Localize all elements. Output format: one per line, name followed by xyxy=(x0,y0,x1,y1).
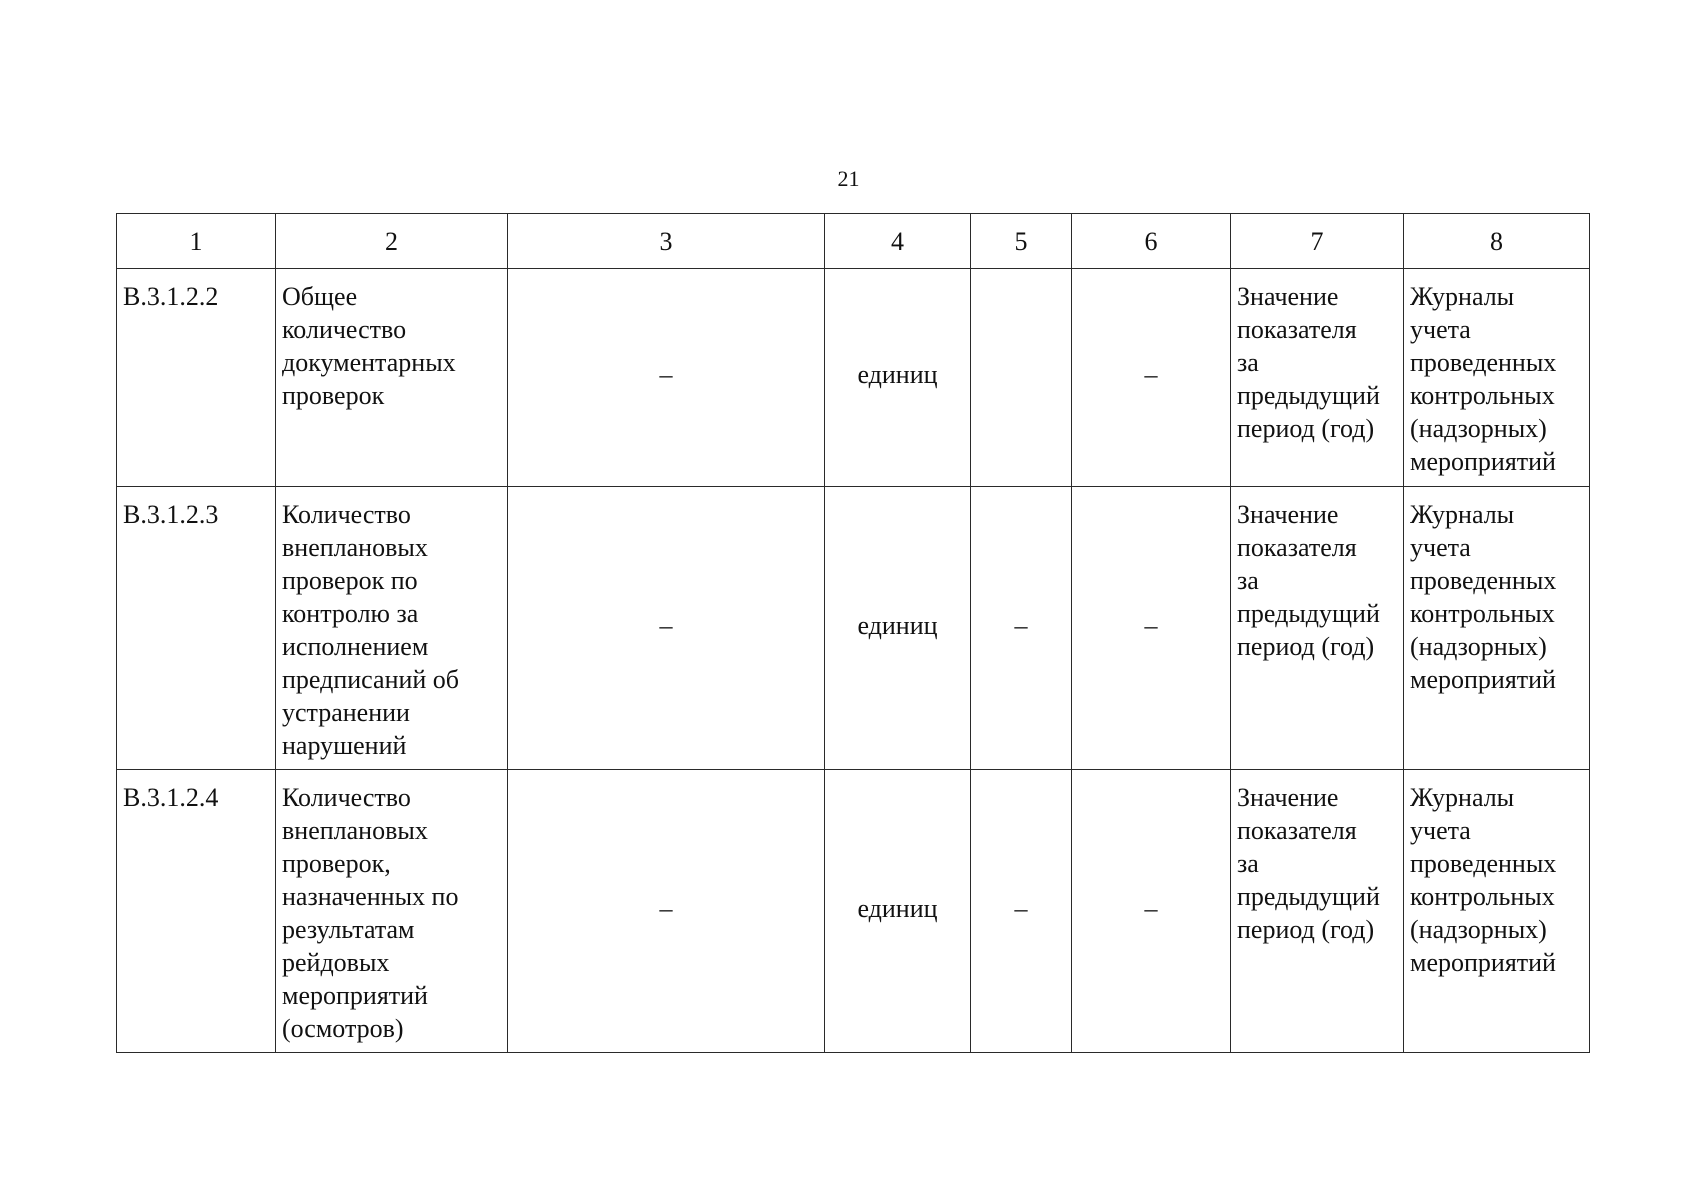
cell-text-line: (надзорных) xyxy=(1410,915,1547,944)
column-header: 7 xyxy=(1231,214,1404,269)
cell-text-line: контролю за xyxy=(282,599,419,628)
value-source-cell xyxy=(1231,770,1404,1053)
cell-text-line: Общее xyxy=(282,282,358,311)
cell-text-line: учета xyxy=(1410,315,1471,344)
cell-text-line: Журналы xyxy=(1410,500,1515,529)
cell-text-line: Количество xyxy=(282,500,411,529)
column-6-cell: – xyxy=(1072,269,1231,487)
cell-text-line: (осмотров) xyxy=(282,1014,404,1043)
indicator-name-cell xyxy=(276,269,508,487)
indicator-table xyxy=(116,213,1590,1053)
cell-text-line: показателя xyxy=(1237,533,1357,562)
indicator-code-cell: В.3.1.2.4 xyxy=(117,770,276,1053)
column-header: 2 xyxy=(276,214,508,269)
cell-text-line: рейдовых xyxy=(282,948,390,977)
cell-text-line: внеплановых xyxy=(282,533,428,562)
cell-text-line: проверок по xyxy=(282,566,418,595)
column-3-cell: – xyxy=(508,770,825,1053)
page-number: 21 xyxy=(837,166,860,191)
column-header: 4 xyxy=(825,214,971,269)
column-6-cell: – xyxy=(1072,487,1231,770)
cell-text-line: количество xyxy=(282,315,407,344)
column-3-cell: – xyxy=(508,487,825,770)
cell-text-line: Значение xyxy=(1237,783,1339,812)
data-source-cell xyxy=(1404,487,1590,770)
cell-text-line: (надзорных) xyxy=(1410,414,1547,443)
cell-text-line: Значение xyxy=(1237,282,1339,311)
data-source-cell xyxy=(1404,269,1590,487)
cell-text-line: Количество xyxy=(282,783,411,812)
cell-text-line: проведенных xyxy=(1410,566,1557,595)
indicator-name-cell xyxy=(276,487,508,770)
table-header-row xyxy=(117,214,1590,269)
unit-cell: единиц xyxy=(825,487,971,770)
column-header: 6 xyxy=(1072,214,1231,269)
cell-text-line: учета xyxy=(1410,816,1471,845)
cell-text-line: период (год) xyxy=(1237,915,1375,944)
cell-text-line: назначенных по xyxy=(282,882,459,911)
cell-text-line: документарных xyxy=(282,348,456,377)
cell-text-line: проверок, xyxy=(282,849,391,878)
cell-text-line: проверок xyxy=(282,381,385,410)
cell-text-line: внеплановых xyxy=(282,816,428,845)
data-source-cell xyxy=(1404,770,1590,1053)
cell-text-line: контрольных xyxy=(1410,381,1555,410)
cell-text-line: мероприятий xyxy=(1410,665,1556,694)
cell-text-line: показателя xyxy=(1237,315,1357,344)
cell-text-line: предыдущий xyxy=(1237,882,1380,911)
cell-text-line: мероприятий xyxy=(1410,948,1556,977)
column-5-cell xyxy=(971,269,1072,487)
column-header: 8 xyxy=(1404,214,1590,269)
unit-cell: единиц xyxy=(825,269,971,487)
cell-text-line: мероприятий xyxy=(282,981,428,1010)
column-5-cell: – xyxy=(971,487,1072,770)
cell-text-line: предыдущий xyxy=(1237,381,1380,410)
cell-text-line: учета xyxy=(1410,533,1471,562)
cell-text-line: устранении xyxy=(282,698,410,727)
indicator-code-cell: В.3.1.2.2 xyxy=(117,269,276,487)
cell-text-line: мероприятий xyxy=(1410,447,1556,476)
cell-text-line: (надзорных) xyxy=(1410,632,1547,661)
cell-text-line: за xyxy=(1237,348,1259,377)
table-row xyxy=(117,487,1590,770)
cell-text-line: проведенных xyxy=(1410,348,1557,377)
column-header: 3 xyxy=(508,214,825,269)
cell-text-line: Журналы xyxy=(1410,783,1515,812)
table-row xyxy=(117,770,1590,1053)
cell-text-line: Журналы xyxy=(1410,282,1515,311)
cell-text-line: результатам xyxy=(282,915,415,944)
column-3-cell: – xyxy=(508,269,825,487)
value-source-cell xyxy=(1231,269,1404,487)
cell-text-line: предыдущий xyxy=(1237,599,1380,628)
cell-text-line: за xyxy=(1237,566,1259,595)
cell-text-line: предписаний об xyxy=(282,665,460,694)
cell-text-line: нарушений xyxy=(282,731,407,760)
indicator-code-cell: В.3.1.2.3 xyxy=(117,487,276,770)
cell-text-line: исполнением xyxy=(282,632,429,661)
cell-text-line: показателя xyxy=(1237,816,1357,845)
cell-text-line: проведенных xyxy=(1410,849,1557,878)
cell-text-line: за xyxy=(1237,849,1259,878)
column-header: 1 xyxy=(117,214,276,269)
cell-text-line: Значение xyxy=(1237,500,1339,529)
cell-text-line: контрольных xyxy=(1410,599,1555,628)
cell-text-line: период (год) xyxy=(1237,414,1375,443)
unit-cell: единиц xyxy=(825,770,971,1053)
column-header: 5 xyxy=(971,214,1072,269)
indicator-name-cell xyxy=(276,770,508,1053)
cell-text-line: период (год) xyxy=(1237,632,1375,661)
cell-text-line: контрольных xyxy=(1410,882,1555,911)
table-row xyxy=(117,269,1590,487)
column-6-cell: – xyxy=(1072,770,1231,1053)
value-source-cell xyxy=(1231,487,1404,770)
column-5-cell: – xyxy=(971,770,1072,1053)
